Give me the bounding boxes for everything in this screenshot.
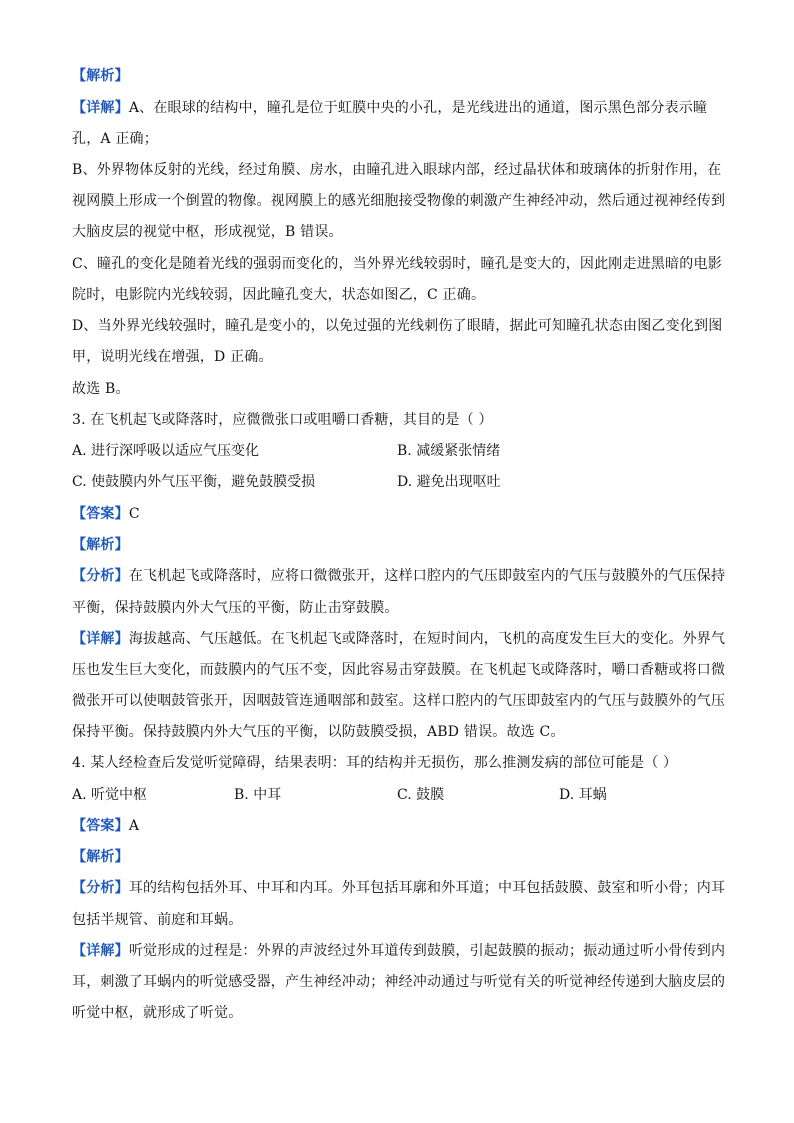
q2-line-8: D、当外界光线较强时，瞳孔是变小的，以免过强的光线刺伤了眼睛，据此可知瞳孔状态由图乙变化到图 bbox=[72, 318, 723, 334]
q3-option-d: D. 避免出现呕吐 bbox=[397, 474, 501, 490]
q4-option-c: C. 鼓膜 bbox=[397, 787, 445, 803]
q2-line-7: 院时，电影院内光线较弱，因此瞳孔变大，状态如图乙，C 正确。 bbox=[72, 287, 486, 303]
q4-option-a: A. 听觉中枢 bbox=[72, 787, 148, 803]
q4-xiangjie-tag: 【详解】 bbox=[72, 943, 129, 959]
q3-fenxi-line-2: 平衡，保持鼓膜内外大气压的平衡，防止击穿鼓膜。 bbox=[72, 600, 399, 616]
q3-fenxi-line-1: 【分析】在飞机起飞或降落时，应将口微微张开，这样口腔内的气压即鼓室内的气压与鼓膜外的气压保持 bbox=[72, 568, 726, 584]
q2-line-10: 故选 B。 bbox=[72, 381, 130, 397]
q3-xiangjie-tag: 【详解】 bbox=[72, 631, 129, 647]
q3-option-c: C. 使鼓膜内外气压平衡，避免鼓膜受损 bbox=[72, 474, 316, 490]
q3-option-b: B. 减缓紧张情绪 bbox=[397, 443, 501, 459]
q4-answer-tag: 【答案】 bbox=[72, 818, 129, 834]
q3-option-a: A. 进行深呼吸以适应气压变化 bbox=[72, 443, 260, 459]
q2-xiangjie-tag: 【详解】 bbox=[72, 100, 129, 116]
q3-fenxi-tag: 【分析】 bbox=[72, 568, 129, 584]
q2-xiangjie-line-1: 【详解】A、在眼球的结构中，瞳孔是位于虹膜中央的小孔，是光线进出的通道，图示黑色部分表示瞳 bbox=[72, 100, 708, 116]
q2-line-2: 孔，A 正确； bbox=[72, 131, 158, 147]
q4-answer bbox=[72, 816, 139, 836]
q4-xiangjie-line-3: 听觉中枢，就形成了听觉。 bbox=[72, 1005, 243, 1021]
q4-fenxi-line-2: 包括半规管、前庭和耳蜗。 bbox=[72, 912, 243, 928]
q4-option-b: B. 中耳 bbox=[234, 787, 282, 803]
q2-line-6: C、瞳孔的变化是随着光线的强弱而变化的，当外界光线较弱时，瞳孔是变大的，因此刚走进黑暗的电影 bbox=[72, 256, 722, 272]
q3-xiangjie-line-4: 保持平衡。保持鼓膜内外大气压的平衡，以防鼓膜受损，ABD 错误。故选 C。 bbox=[72, 724, 565, 740]
q4-option-d: D. 耳蜗 bbox=[559, 787, 607, 803]
q4-xiangjie-line-2: 耳，刺激了耳蜗内的听觉感受器，产生神经冲动；神经冲动通过与听觉有关的听觉神经传递到大脑皮层的 bbox=[72, 974, 726, 990]
q2-line-4: 视网膜上形成一个倒置的物像。视网膜上的感光细胞接受物像的刺激产生神经冲动，然后通过视神经传到 bbox=[72, 193, 726, 209]
q3-xiangjie-line-1: 【详解】海拔越高、气压越低。在飞机起飞或降落时，在短时间内，飞机的高度发生巨大的变化。外界气 bbox=[72, 631, 726, 647]
q4-jiexi-tag: 【解析】 bbox=[72, 849, 129, 865]
q4-xiangjie-line-1: 【详解】听觉形成的过程是：外界的声波经过外耳道传到鼓膜，引起鼓膜的振动；振动通过听小骨传到内 bbox=[72, 943, 726, 959]
q4-answer-value: A bbox=[128, 818, 140, 834]
q4-question: 4. 某人经检查后发觉听觉障碍，结果表明：耳的结构并无损伤，那么推测发病的部位可能是（ ） bbox=[72, 755, 678, 771]
q2-line-9: 甲，说明光线在增强，D 正确。 bbox=[72, 349, 273, 365]
q3-question: 3. 在飞机起飞或降落时，应微微张口或咀嚼口香糖，其目的是（ ） bbox=[72, 412, 493, 428]
q3-answer-tag: 【答案】 bbox=[72, 506, 129, 522]
q3-answer-value: C bbox=[128, 506, 140, 522]
q3-xiangjie-line-3: 微张开可以使咽鼓管张开，因咽鼓管连通咽部和鼓室。这样口腔内的气压即鼓室内的气压与鼓膜外的气压 bbox=[72, 693, 726, 709]
q4-fenxi-tag: 【分析】 bbox=[72, 880, 129, 896]
q2-line-5: 大脑皮层的视觉中枢，形成视觉，B 错误。 bbox=[72, 224, 343, 240]
q2-jiexi-tag: 【解析】 bbox=[72, 68, 129, 84]
q2-line-3: B、外界物体反射的光线，经过角膜、房水，由瞳孔进入眼球内部，经过晶状体和玻璃体的折射作用，在 bbox=[72, 162, 722, 178]
q4-fenxi-line-1: 【分析】耳的结构包括外耳、中耳和内耳。外耳包括耳廓和外耳道；中耳包括鼓膜、鼓室和听小骨；内耳 bbox=[72, 880, 726, 896]
q3-jiexi-tag: 【解析】 bbox=[72, 537, 129, 553]
q3-xiangjie-line-2: 压也发生巨大变化，而鼓膜内的气压不变，因此容易击穿鼓膜。在飞机起飞或降落时，嚼口香糖或将口微 bbox=[72, 662, 726, 678]
q3-answer bbox=[72, 504, 140, 524]
